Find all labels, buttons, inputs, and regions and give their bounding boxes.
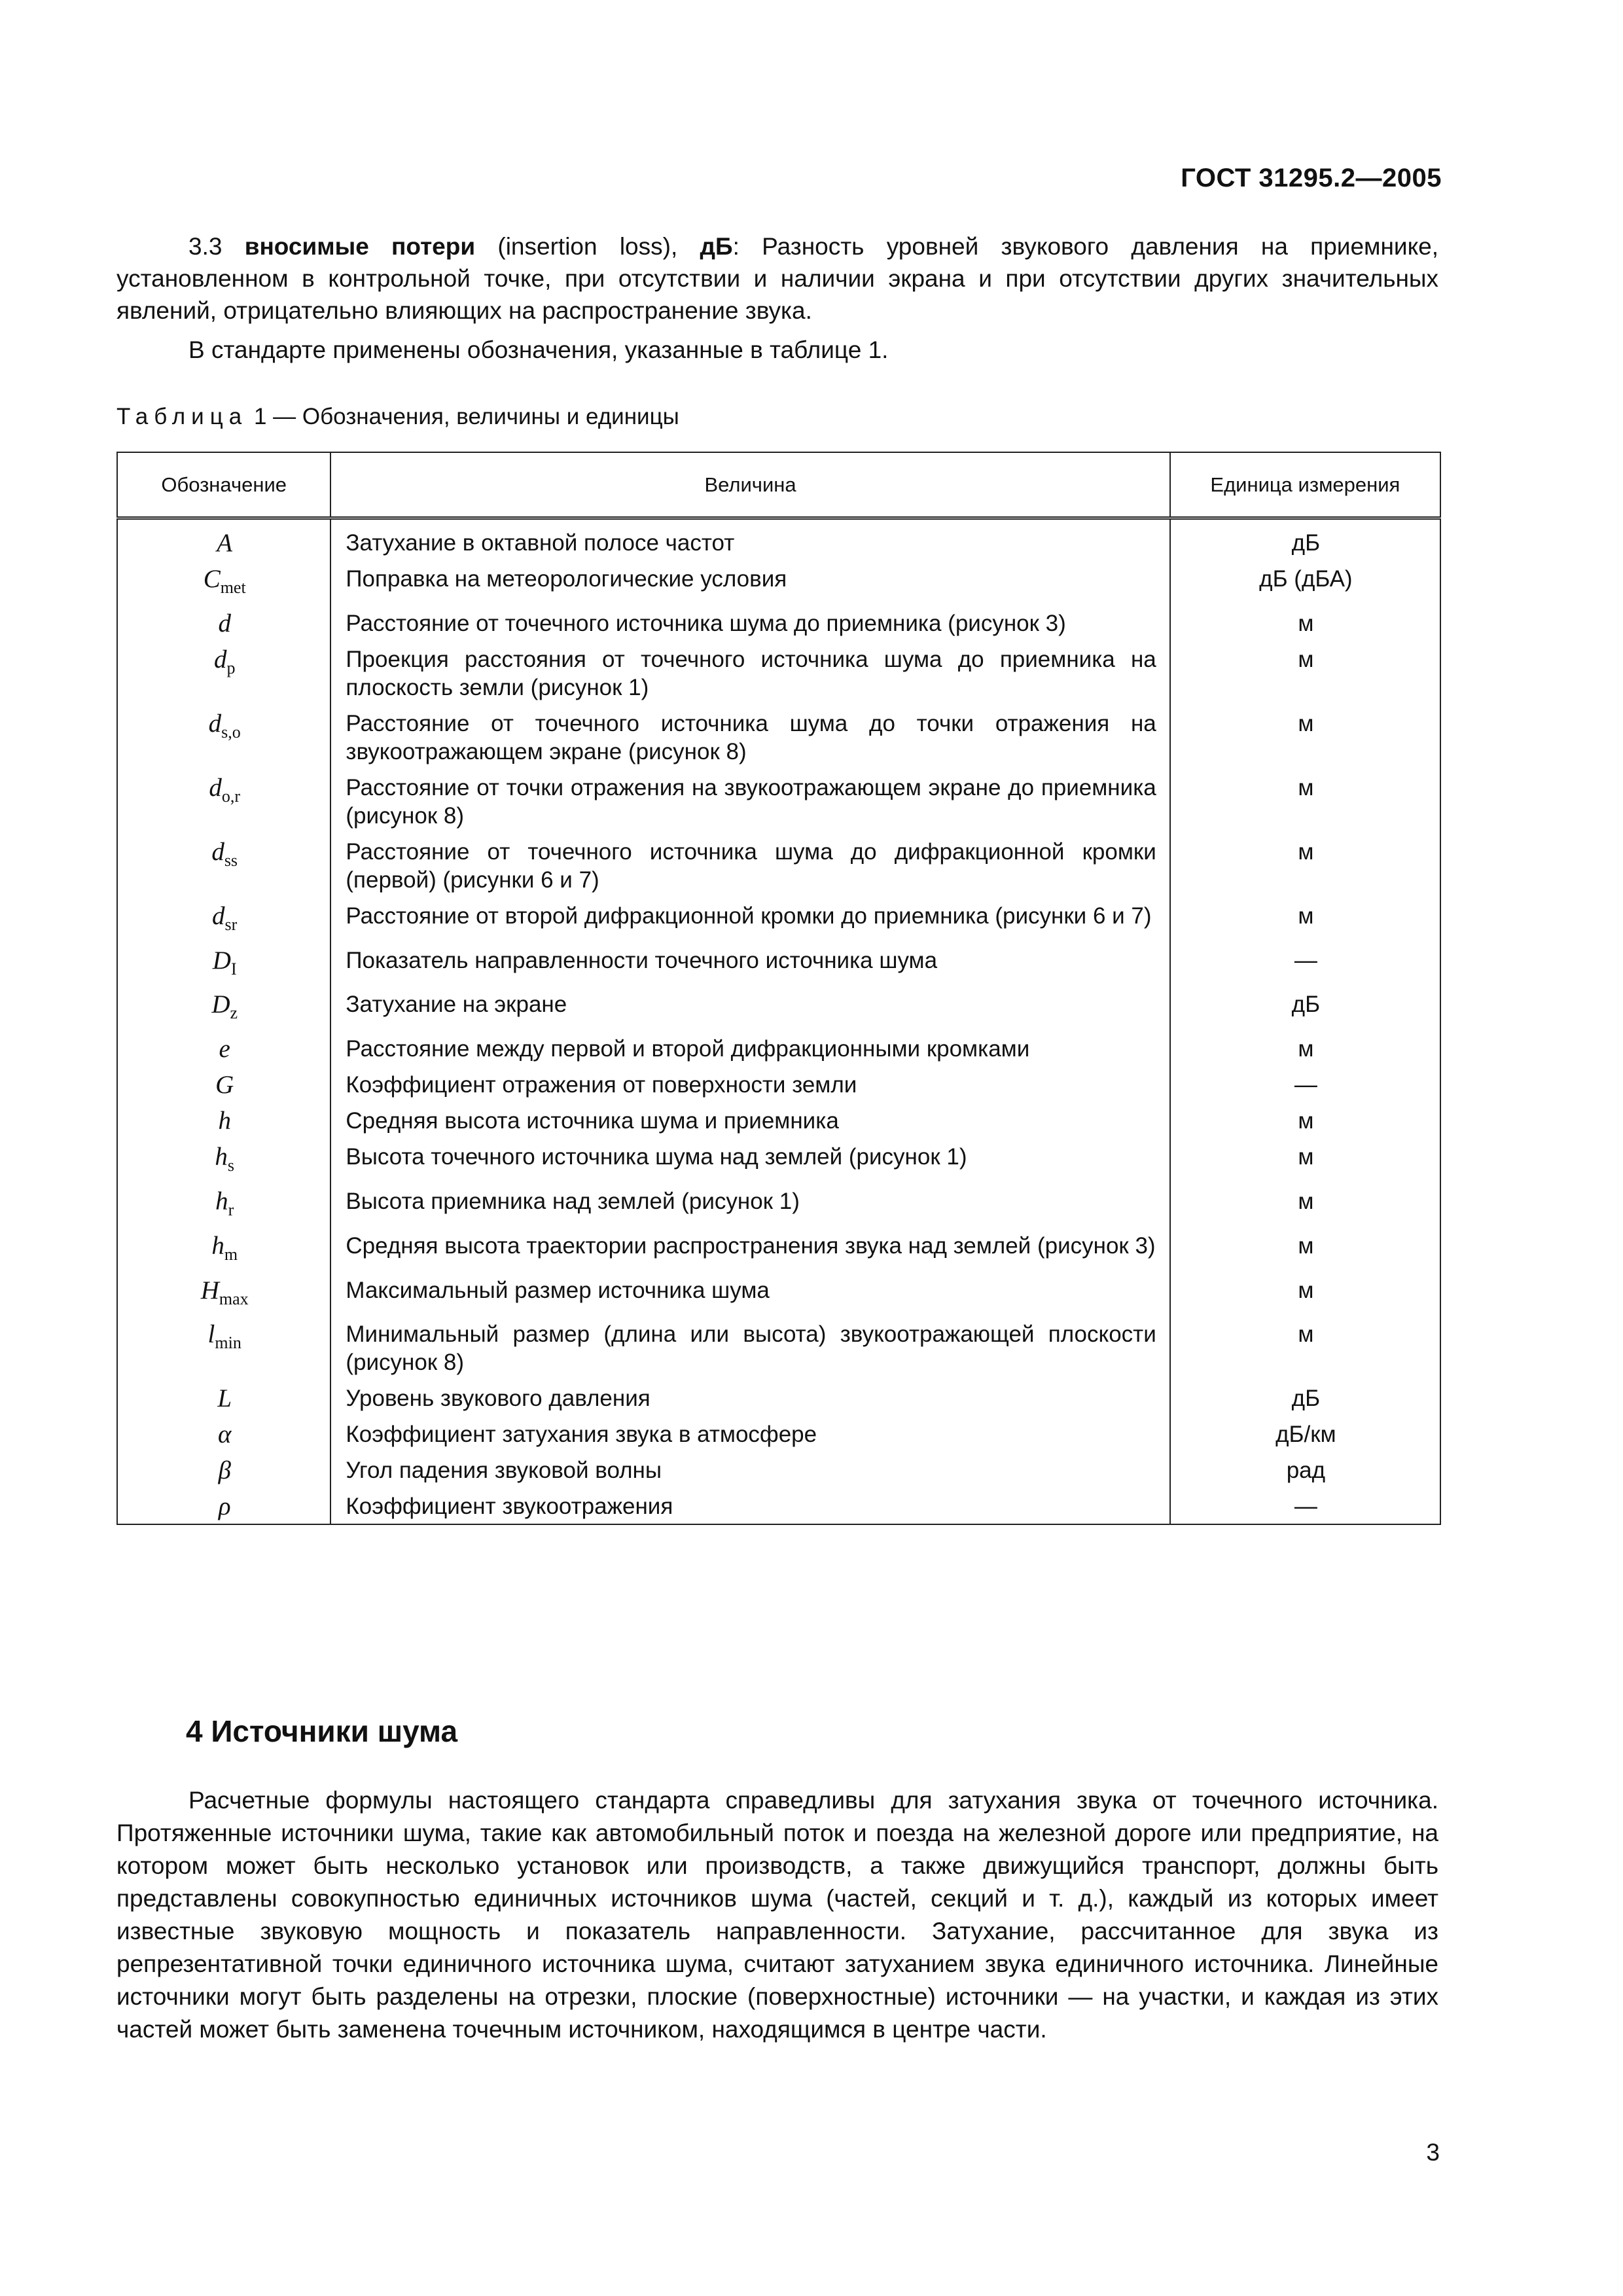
table-header-row	[117, 452, 1440, 518]
section-paragraph: Расчетные формулы настоящего стандарта справедливы для затухания звука от точечного источника. Протяженные источники шума, такие как автомобильный поток и поезда на железной дороге или предприятие, на котором может быть несколько установок или производств, а также движущийся транспорт, должны быть представлены совокупностью единичных источников шума (частей, секций и т. д.), каждый из которых имеет известные звуковую мощность и показатель направленности. Затухание, рассчитанное для звука из репрезентативной точки единичного источника шума, считают затуханием звука единичного источника. Линейные источники могут быть разделены на отрезки, плоские (поверхностные) источники — на участки, и каждая из этих частей может быть заменена точечным источником, находящимся в центре части.	[116, 1787, 1438, 2043]
definition-paragraph	[116, 230, 1438, 327]
quantity-cell: Высота приемника над землей (рисунок 1)	[330, 1183, 1169, 1227]
symbol-cell	[117, 833, 330, 897]
symbol-subscript: s	[227, 1155, 234, 1175]
clause-number: 3.3	[188, 233, 223, 260]
symbol-letter: D	[212, 946, 231, 975]
symbol-subscript: s,o	[221, 722, 241, 742]
symbol-cell	[117, 1316, 330, 1380]
symbol-letter: d	[218, 609, 231, 637]
quantity-cell: Высота точечного источника шума над землей (рисунок 1)	[330, 1138, 1169, 1183]
quantity-cell: Средняя высота траектории распространения звука над землей (рисунок 3)	[330, 1227, 1169, 1272]
symbol-cell	[117, 641, 330, 705]
table-row	[117, 1030, 1440, 1066]
quantity-cell: Поправка на метеорологические условия	[330, 560, 1169, 605]
unit-cell: дБ	[1170, 518, 1440, 561]
symbol-letter: d	[208, 709, 222, 738]
quantity-cell: Коэффициент затухания звука в атмосфере	[330, 1416, 1169, 1452]
table-row	[117, 769, 1440, 833]
quantity-cell: Расстояние от точки отражения на звукоотражающем экране до приемника (рисунок 8)	[330, 769, 1169, 833]
quantity-cell: Расстояние от второй дифракционной кромки до приемника (рисунки 6 и 7)	[330, 897, 1169, 942]
table-row	[117, 1066, 1440, 1102]
symbol-subscript: met	[220, 577, 246, 597]
symbol-cell	[117, 986, 330, 1030]
table-row	[117, 1316, 1440, 1380]
symbol-cell	[117, 1380, 330, 1416]
symbol-letter: β	[218, 1456, 231, 1485]
symbol-subscript: sr	[224, 914, 238, 934]
unit-cell: рад	[1170, 1452, 1440, 1488]
symbol-subscript: o,r	[221, 786, 241, 806]
unit-cell: —	[1170, 1066, 1440, 1102]
symbol-letter: A	[217, 529, 233, 557]
symbol-subscript: r	[228, 1200, 234, 1219]
symbol-letter: l	[207, 1320, 215, 1349]
symbol-subscript: min	[215, 1333, 241, 1353]
table-row	[117, 518, 1440, 561]
symbol-letter: d	[212, 901, 225, 930]
symbol-letter: h	[215, 1143, 228, 1172]
definition-text: : Разность уровней звукового давления на приемнике, установленном в контрольной точке, при отсутствии и наличии экрана и при отсутствии других значительных явлений, отрицательно влияющих на распространение звука.	[116, 233, 1439, 324]
symbol-letter: ρ	[218, 1492, 231, 1521]
symbol-letter: D	[211, 990, 230, 1019]
term-english: (insertion loss),	[497, 233, 678, 260]
symbol-cell	[117, 560, 330, 605]
term: вносимые потери	[244, 233, 476, 260]
symbol-subscript: I	[230, 959, 237, 978]
table-row	[117, 1380, 1440, 1416]
standard-number: ГОСТ 31295.2—2005	[1181, 164, 1442, 192]
quantity-cell: Показатель направленности точечного источника шума	[330, 942, 1169, 986]
symbol-letter: L	[217, 1384, 232, 1413]
table-row	[117, 897, 1440, 942]
quantity-cell: Минимальный размер (длина или высота) звукоотражающей плоскости (рисунок 8)	[330, 1316, 1169, 1380]
quantity-cell: Расстояние от точечного источника шума до точки отражения на звукоотражающем экране (рисунок 8)	[330, 705, 1169, 769]
table-row	[117, 1272, 1440, 1316]
unit-cell: м	[1170, 1316, 1440, 1380]
unit-cell: дБ (дБА)	[1170, 560, 1440, 605]
symbol-subscript: m	[224, 1244, 238, 1264]
symbol-cell	[117, 1488, 330, 1524]
unit-cell: —	[1170, 942, 1440, 986]
unit-cell: м	[1170, 897, 1440, 942]
symbol-cell	[117, 1030, 330, 1066]
table-row	[117, 942, 1440, 986]
symbol-cell	[117, 1227, 330, 1272]
unit-cell: м	[1170, 833, 1440, 897]
symbols-table	[116, 452, 1441, 1525]
page-number: 3	[1426, 2139, 1440, 2166]
symbol-cell	[117, 1272, 330, 1316]
quantity-cell: Затухание на экране	[330, 986, 1169, 1030]
term-unit: дБ	[700, 233, 733, 260]
unit-cell: дБ	[1170, 986, 1440, 1030]
unit-cell: м	[1170, 641, 1440, 705]
quantity-cell: Проекция расстояния от точечного источника шума до приемника на плоскость земли (рисунок 1)	[330, 641, 1169, 705]
table-body	[117, 518, 1440, 1525]
symbol-cell	[117, 518, 330, 561]
quantity-cell: Затухание в октавной полосе частот	[330, 518, 1169, 561]
table-reference-text: В стандарте применены обозначения, указанные в таблице 1.	[188, 336, 889, 363]
symbol-cell	[117, 705, 330, 769]
header-symbol: Обозначение	[117, 452, 330, 518]
symbol-cell	[117, 1138, 330, 1183]
symbol-subscript: p	[226, 658, 236, 677]
symbol-letter: h	[218, 1107, 231, 1136]
unit-cell: дБ/км	[1170, 1416, 1440, 1452]
quantity-cell: Максимальный размер источника шума	[330, 1272, 1169, 1316]
unit-cell: м	[1170, 769, 1440, 833]
symbol-letter: α	[217, 1420, 232, 1449]
unit-cell: м	[1170, 1030, 1440, 1066]
table-row	[117, 1183, 1440, 1227]
unit-cell: м	[1170, 705, 1440, 769]
symbol-subscript: ss	[224, 850, 238, 870]
table-caption-word: Таблица	[116, 404, 248, 429]
quantity-cell: Средняя высота источника шума и приемника	[330, 1102, 1169, 1138]
table-caption	[116, 404, 679, 430]
table-row	[117, 705, 1440, 769]
symbol-cell	[117, 1452, 330, 1488]
symbol-subscript: max	[219, 1289, 249, 1308]
unit-cell: м	[1170, 1272, 1440, 1316]
table-row	[117, 641, 1440, 705]
symbol-cell	[117, 1066, 330, 1102]
table-row	[117, 605, 1440, 641]
symbol-cell	[117, 605, 330, 641]
table-row	[117, 560, 1440, 605]
symbol-letter: d	[211, 837, 224, 866]
quantity-cell: Расстояние от точечного источника шума до приемника (рисунок 3)	[330, 605, 1169, 641]
symbol-letter: d	[209, 773, 222, 802]
quantity-cell: Расстояние от точечного источника шума до дифракционной кромки (первой) (рисунки 6 и 7)	[330, 833, 1169, 897]
quantity-cell: Коэффициент отражения от поверхности земли	[330, 1066, 1169, 1102]
table-row	[117, 1488, 1440, 1524]
quantity-cell: Угол падения звуковой волны	[330, 1452, 1169, 1488]
section-heading: 4 Источники шума	[186, 1714, 458, 1748]
symbol-cell	[117, 1102, 330, 1138]
symbol-letter: H	[200, 1276, 219, 1304]
unit-cell: м	[1170, 1183, 1440, 1227]
symbol-letter: d	[213, 645, 227, 673]
symbol-subscript: z	[230, 1003, 238, 1023]
unit-cell: м	[1170, 1102, 1440, 1138]
symbol-letter: G	[215, 1071, 234, 1100]
table-row	[117, 1102, 1440, 1138]
quantity-cell: Расстояние между первой и второй дифракционными кромками	[330, 1030, 1169, 1066]
quantity-cell: Уровень звукового давления	[330, 1380, 1169, 1416]
header-unit: Единица измерения	[1170, 452, 1440, 518]
symbol-cell	[117, 942, 330, 986]
quantity-cell: Коэффициент звукоотражения	[330, 1488, 1169, 1524]
table-caption-title: 1 — Обозначения, величины и единицы	[253, 404, 679, 429]
symbol-cell	[117, 1183, 330, 1227]
unit-cell: м	[1170, 1138, 1440, 1183]
unit-cell: —	[1170, 1488, 1440, 1524]
symbol-cell	[117, 897, 330, 942]
unit-cell: м	[1170, 1227, 1440, 1272]
table-row	[117, 833, 1440, 897]
table-row	[117, 1138, 1440, 1183]
symbol-cell	[117, 1416, 330, 1452]
symbol-letter: h	[211, 1231, 224, 1260]
table-reference-paragraph	[116, 334, 1438, 366]
symbol-cell	[117, 769, 330, 833]
symbol-letter: h	[215, 1187, 228, 1215]
symbol-letter: e	[219, 1035, 230, 1064]
table-row	[117, 1452, 1440, 1488]
unit-cell: дБ	[1170, 1380, 1440, 1416]
table-row	[117, 1227, 1440, 1272]
header-quantity: Величина	[330, 452, 1169, 518]
table-row	[117, 986, 1440, 1030]
symbol-letter: C	[203, 565, 221, 593]
unit-cell: м	[1170, 605, 1440, 641]
table-row	[117, 1416, 1440, 1452]
